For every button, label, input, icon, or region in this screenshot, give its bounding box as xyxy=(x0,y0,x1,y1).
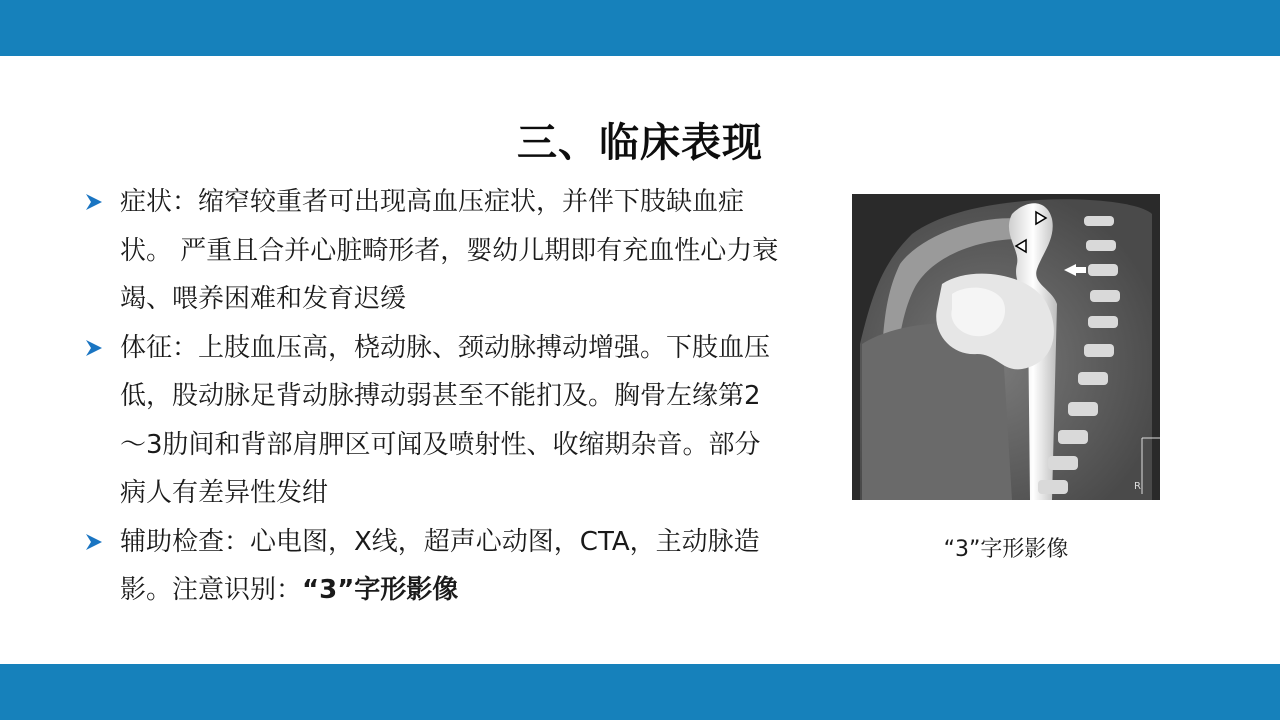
cta-image xyxy=(852,194,1160,500)
bullet-emphasis: “3”字形影像 xyxy=(302,575,459,605)
bullet-exams xyxy=(84,518,784,615)
bottom-band xyxy=(0,664,1280,720)
arrow-bullet-icon xyxy=(84,192,104,212)
cta-scan-illustration xyxy=(852,194,1160,500)
svg-text:R: R xyxy=(1134,481,1141,492)
arrow-bullet-icon xyxy=(84,338,104,358)
top-band xyxy=(0,0,1280,56)
slide-title: 三、临床表现 xyxy=(517,119,763,166)
arrow-bullet-icon xyxy=(84,532,104,552)
bullet-symptoms xyxy=(84,178,784,324)
bullet-text: 体征：上肢血压高，桡动脉、颈动脉搏动增强。下肢血压低，股动脉足背动脉搏动弱甚至不能扪及。胸骨左缘第2～3肋间和背部肩胛区可闻及喷射性、收缩期杂音。部分病人有差异性发绀 xyxy=(120,332,771,508)
image-caption: “3”字形影像 xyxy=(943,537,1069,562)
bullet-list xyxy=(84,178,784,615)
bullet-text: 辅助检查：心电图，X线，超声心动图，CTA，主动脉造影。注意识别： xyxy=(120,526,760,605)
bullet-text: 症状：缩窄较重者可出现高血压症状，并伴下肢缺血症状。 严重且合并心脏畸形者，婴幼儿期即有充血性心力衰竭、喂养困难和发育迟缓 xyxy=(120,187,779,314)
bullet-signs xyxy=(84,324,784,518)
